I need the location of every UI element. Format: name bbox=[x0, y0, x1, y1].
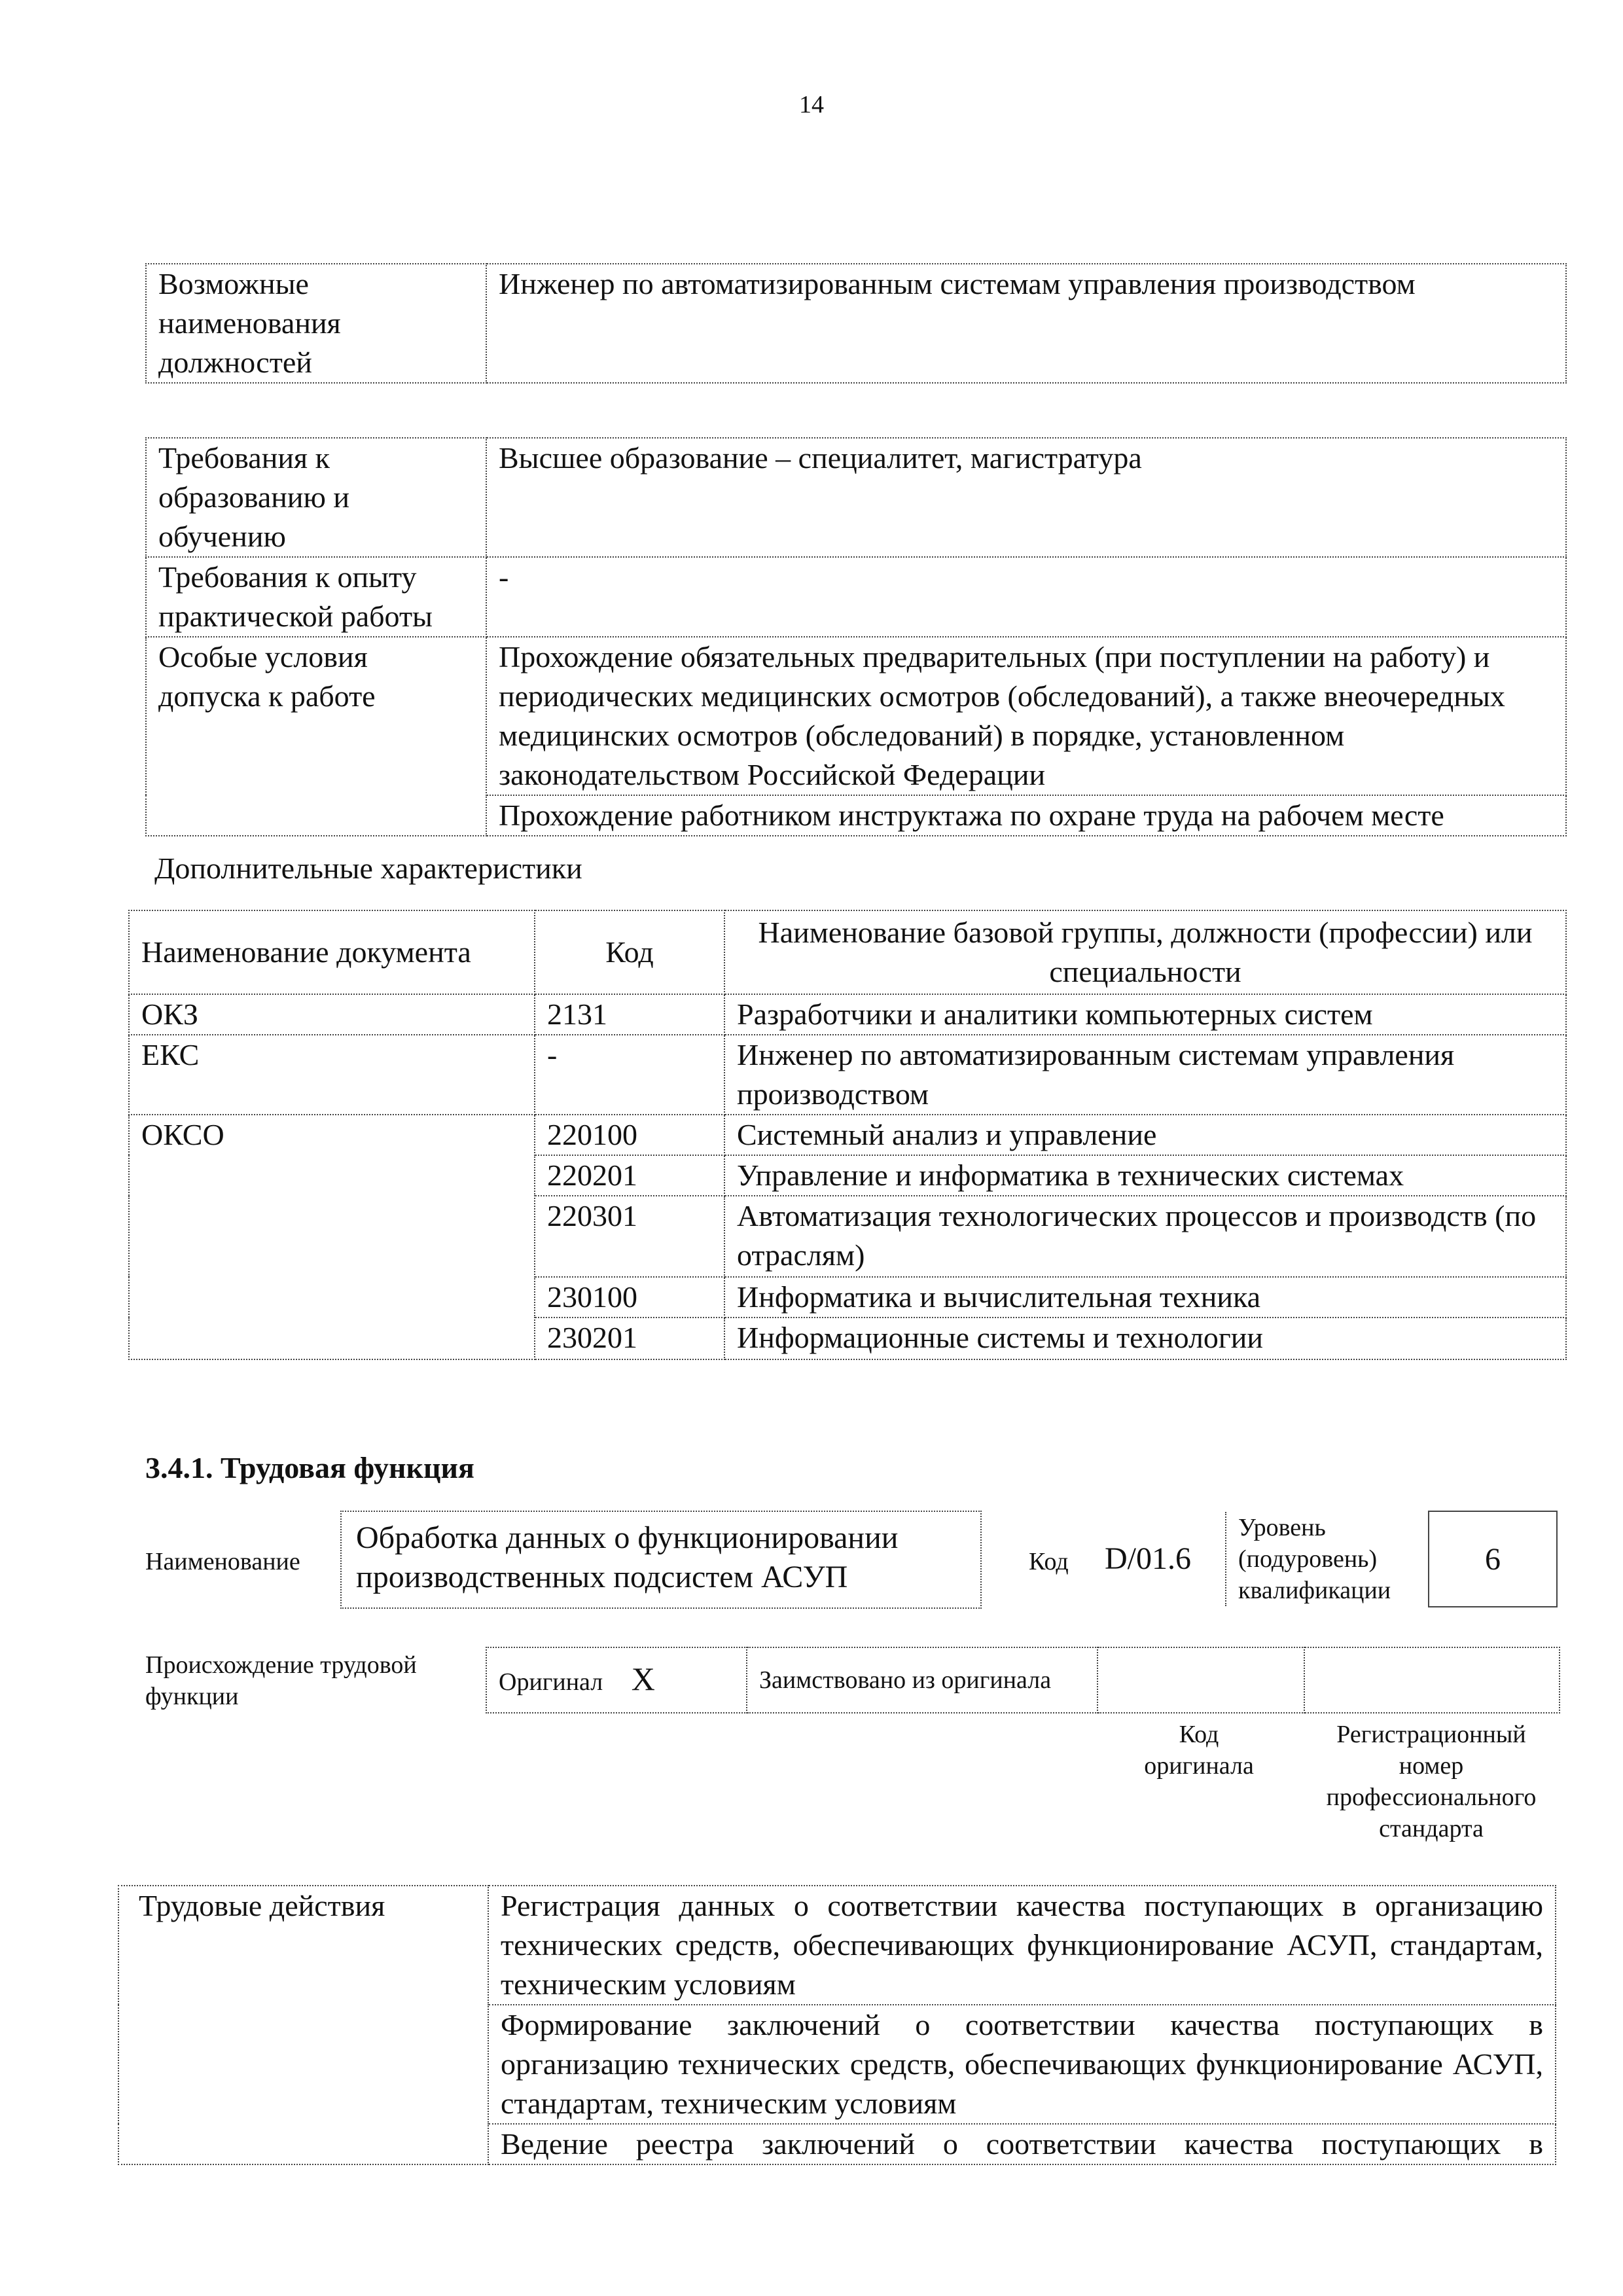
positions-table bbox=[145, 263, 1567, 384]
origin-reg-cell bbox=[1304, 1647, 1560, 1713]
okso-doc: ОКСО bbox=[129, 1115, 535, 1359]
additional-table bbox=[128, 910, 1567, 1360]
conditions-value-2: Прохождение работником инструктажа по охране труда на рабочем месте bbox=[486, 795, 1566, 836]
okso-name-2: Автоматизация технологических процессов и производств (по отраслям) bbox=[724, 1196, 1566, 1277]
function-heading: 3.4.1. Трудовая функция bbox=[145, 1451, 474, 1484]
function-name-value: Обработка данных о функционировании производственных подсистем АСУП bbox=[340, 1511, 982, 1609]
eks-code: - bbox=[535, 1035, 724, 1115]
okz-name: Разработчики и аналитики компьютерных систем bbox=[724, 994, 1566, 1035]
function-level-label: Уровень (подуровень) квалификации bbox=[1225, 1512, 1448, 1606]
action-item-2: Ведение реестра заключений о соответствии качества поступающих в bbox=[488, 2124, 1556, 2164]
actions-table bbox=[118, 1885, 1556, 2165]
okso-name-1: Управление и информатика в технических системах bbox=[724, 1155, 1566, 1196]
function-code-label: Код bbox=[1029, 1548, 1069, 1575]
education-label: Требования к образованию и обучению bbox=[146, 438, 486, 557]
okz-code: 2131 bbox=[535, 994, 724, 1035]
okso-code-0: 220100 bbox=[535, 1115, 724, 1155]
page-number: 14 bbox=[799, 91, 824, 118]
origin-code-cell bbox=[1097, 1647, 1304, 1713]
education-value: Высшее образование – специалитет, магистратура bbox=[486, 438, 1566, 557]
okso-code-3: 230100 bbox=[535, 1277, 724, 1318]
origin-reg-caption: Регистрационный номер профессионального стандарта bbox=[1326, 1721, 1537, 1842]
origin-original-mark: X bbox=[631, 1660, 655, 1697]
okso-code-1: 220201 bbox=[535, 1155, 724, 1196]
action-item-1: Формирование заключений о соответствии качества поступающих в организацию технических средств, обеспечивающих функционирование АСУП, стандартам, техническим условиям bbox=[488, 2005, 1556, 2124]
experience-label: Требования к опыту практической работы bbox=[146, 557, 486, 637]
eks-name: Инженер по автоматизированным системам управления производством bbox=[724, 1035, 1566, 1115]
function-level-value bbox=[1428, 1511, 1558, 1607]
origin-label: Происхождение трудовой функции bbox=[145, 1651, 417, 1710]
positions-value: Инженер по автоматизированным системам управления производством bbox=[486, 264, 1566, 383]
okso-code-2: 220301 bbox=[535, 1196, 724, 1277]
origin-borrowed-label: Заимствовано из оригинала bbox=[747, 1647, 1097, 1713]
okso-name-3: Информатика и вычислительная техника bbox=[724, 1277, 1566, 1318]
conditions-value-1: Прохождение обязательных предварительных (при поступлении на работу) и периодических медицинских осмотров (обследований), а также внеочередных медицинских осмотров (обследований) в порядке, установленном законодательством Российской Федерации bbox=[486, 637, 1566, 795]
okso-name-0: Системный анализ и управление bbox=[724, 1115, 1566, 1155]
okso-name-4: Информационные системы и технологии bbox=[724, 1318, 1566, 1359]
conditions-label: Особые условия допуска к работе bbox=[146, 637, 486, 836]
positions-label: Возможные наименования должностей bbox=[146, 264, 486, 383]
header-code: Код bbox=[535, 910, 724, 994]
actions-label: Трудовые действия bbox=[118, 1886, 488, 2164]
eks-doc: ЕКС bbox=[129, 1035, 535, 1115]
header-name: Наименование базовой группы, должности (профессии) или специальности bbox=[724, 910, 1566, 994]
function-code-value: D/01.6 bbox=[1105, 1541, 1191, 1576]
origin-table bbox=[486, 1647, 1560, 1713]
okso-code-4: 230201 bbox=[535, 1318, 724, 1359]
okz-doc: ОКЗ bbox=[129, 994, 535, 1035]
additional-title: Дополнительные характеристики bbox=[154, 852, 582, 885]
origin-code-caption: Код оригинала bbox=[1144, 1721, 1254, 1780]
origin-original-label: Оригинал bbox=[499, 1668, 603, 1696]
origin-original-cell bbox=[486, 1647, 747, 1713]
experience-value: - bbox=[486, 557, 1566, 637]
header-doc: Наименование документа bbox=[129, 910, 535, 994]
action-item-0: Регистрация данных о соответствии качества поступающих в организацию технических средств, обеспечивающих функционирование АСУП, стандартам, техническим условиям bbox=[488, 1886, 1556, 2005]
function-level-number: 6 bbox=[1485, 1541, 1501, 1577]
requirements-table bbox=[145, 437, 1567, 836]
function-name-label: Наименование bbox=[145, 1548, 300, 1575]
